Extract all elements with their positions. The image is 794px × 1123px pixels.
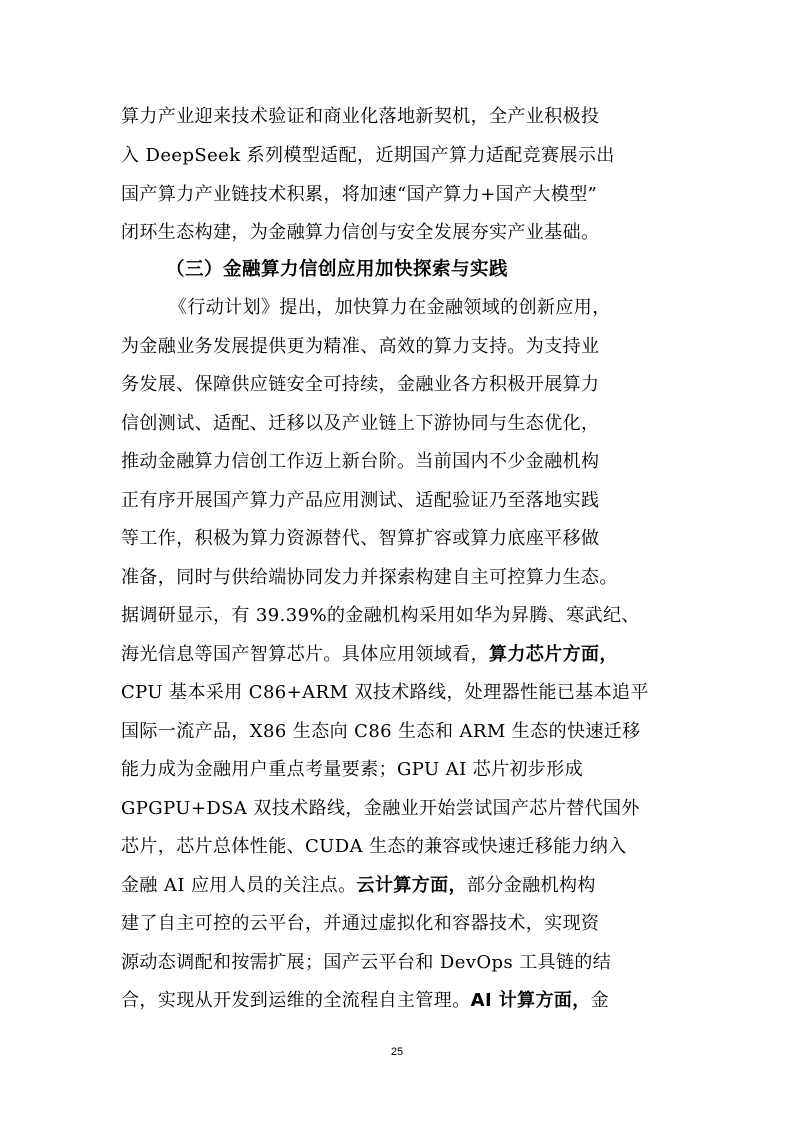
body-text-line: 信创测试、适配、迁移以及产业链上下游协同与生态优化，: [121, 413, 600, 434]
body-text-line: 能力成为金融用户重点考量要素；GPU AI 芯片初步形成: [121, 759, 584, 780]
bold-emphasis: 云计算方面，: [356, 875, 467, 896]
body-text-line: [121, 642, 676, 668]
page-number: 25: [390, 1046, 404, 1058]
body-text-line: 入 DeepSeek 系列模型适配，近期国产算力适配竞赛展示出: [121, 145, 615, 166]
body-text-line: [121, 988, 676, 1014]
body-text: 金融 AI 应用人员的关注点。: [121, 875, 357, 896]
body-text-line: 推动金融算力信创工作迈上新台阶。当前国内不少金融机构: [121, 451, 600, 472]
body-text-line: 芯片，芯片总体性能、CUDA 生态的兼容或快速迁移能力纳入: [121, 836, 627, 857]
body-text-line: 国际一流产品，X86 生态向 C86 生态和 ARM 生态的快速迁移: [121, 721, 641, 742]
body-text: 金: [590, 990, 610, 1011]
body-text-line: 正有序开展国产算力产品应用测试、适配验证乃至落地实践: [121, 490, 600, 511]
body-text: 海光信息等国产智算芯片。具体应用领域看，: [121, 644, 489, 665]
body-text-line: CPU 基本采用 C86+ARM 双技术路线，处理器性能已基本追平: [121, 682, 649, 703]
body-text-line: 据调研显示，有 39.39%的金融机构采用如华为昇腾、寒武纪、: [121, 605, 640, 626]
bold-emphasis: AI 计算方面，: [470, 990, 591, 1011]
bold-emphasis: 算力芯片方面，: [489, 644, 618, 665]
body-text-line: 《行动计划》提出，加快算力在金融领域的创新应用，: [169, 297, 611, 318]
body-text-line: 源动态调配和按需扩展；国产云平台和 DevOps 工具链的结: [121, 952, 612, 973]
body-text-line: 准备，同时与供给端协同发力并探索构建自主可控算力生态。: [121, 567, 618, 588]
body-text-line: 闭环生态构建，为金融算力信创与安全发展夯实产业基础。: [121, 222, 600, 243]
body-text-line: 算力产业迎来技术验证和商业化落地新契机，全产业积极投: [121, 106, 600, 127]
section-heading: （三）金融算力信创应用加快探索与实践: [166, 259, 509, 280]
body-text-line: 国产算力产业链技术积累，将加速“国产算力+国产大模型”: [121, 184, 598, 205]
body-text: 部分金融机构构: [466, 875, 596, 896]
body-text-line: 务发展、保障供应链安全可持续，金融业各方积极开展算力: [121, 374, 600, 395]
body-text-line: GPGPU+DSA 双技术路线，金融业开始尝试国产芯片替代国外: [121, 798, 640, 819]
body-text-line: 为金融业务发展提供更为精准、高效的算力支持。为支持业: [121, 336, 600, 357]
body-text: 合，实现从开发到运维的全流程自主管理。: [121, 990, 471, 1011]
body-text-line: [121, 873, 676, 899]
body-text-line: 等工作，积极为算力资源替代、智算扩容或算力底座平移做: [121, 528, 600, 549]
body-text-line: 建了自主可控的云平台，并通过虚拟化和容器技术，实现资: [121, 913, 600, 934]
